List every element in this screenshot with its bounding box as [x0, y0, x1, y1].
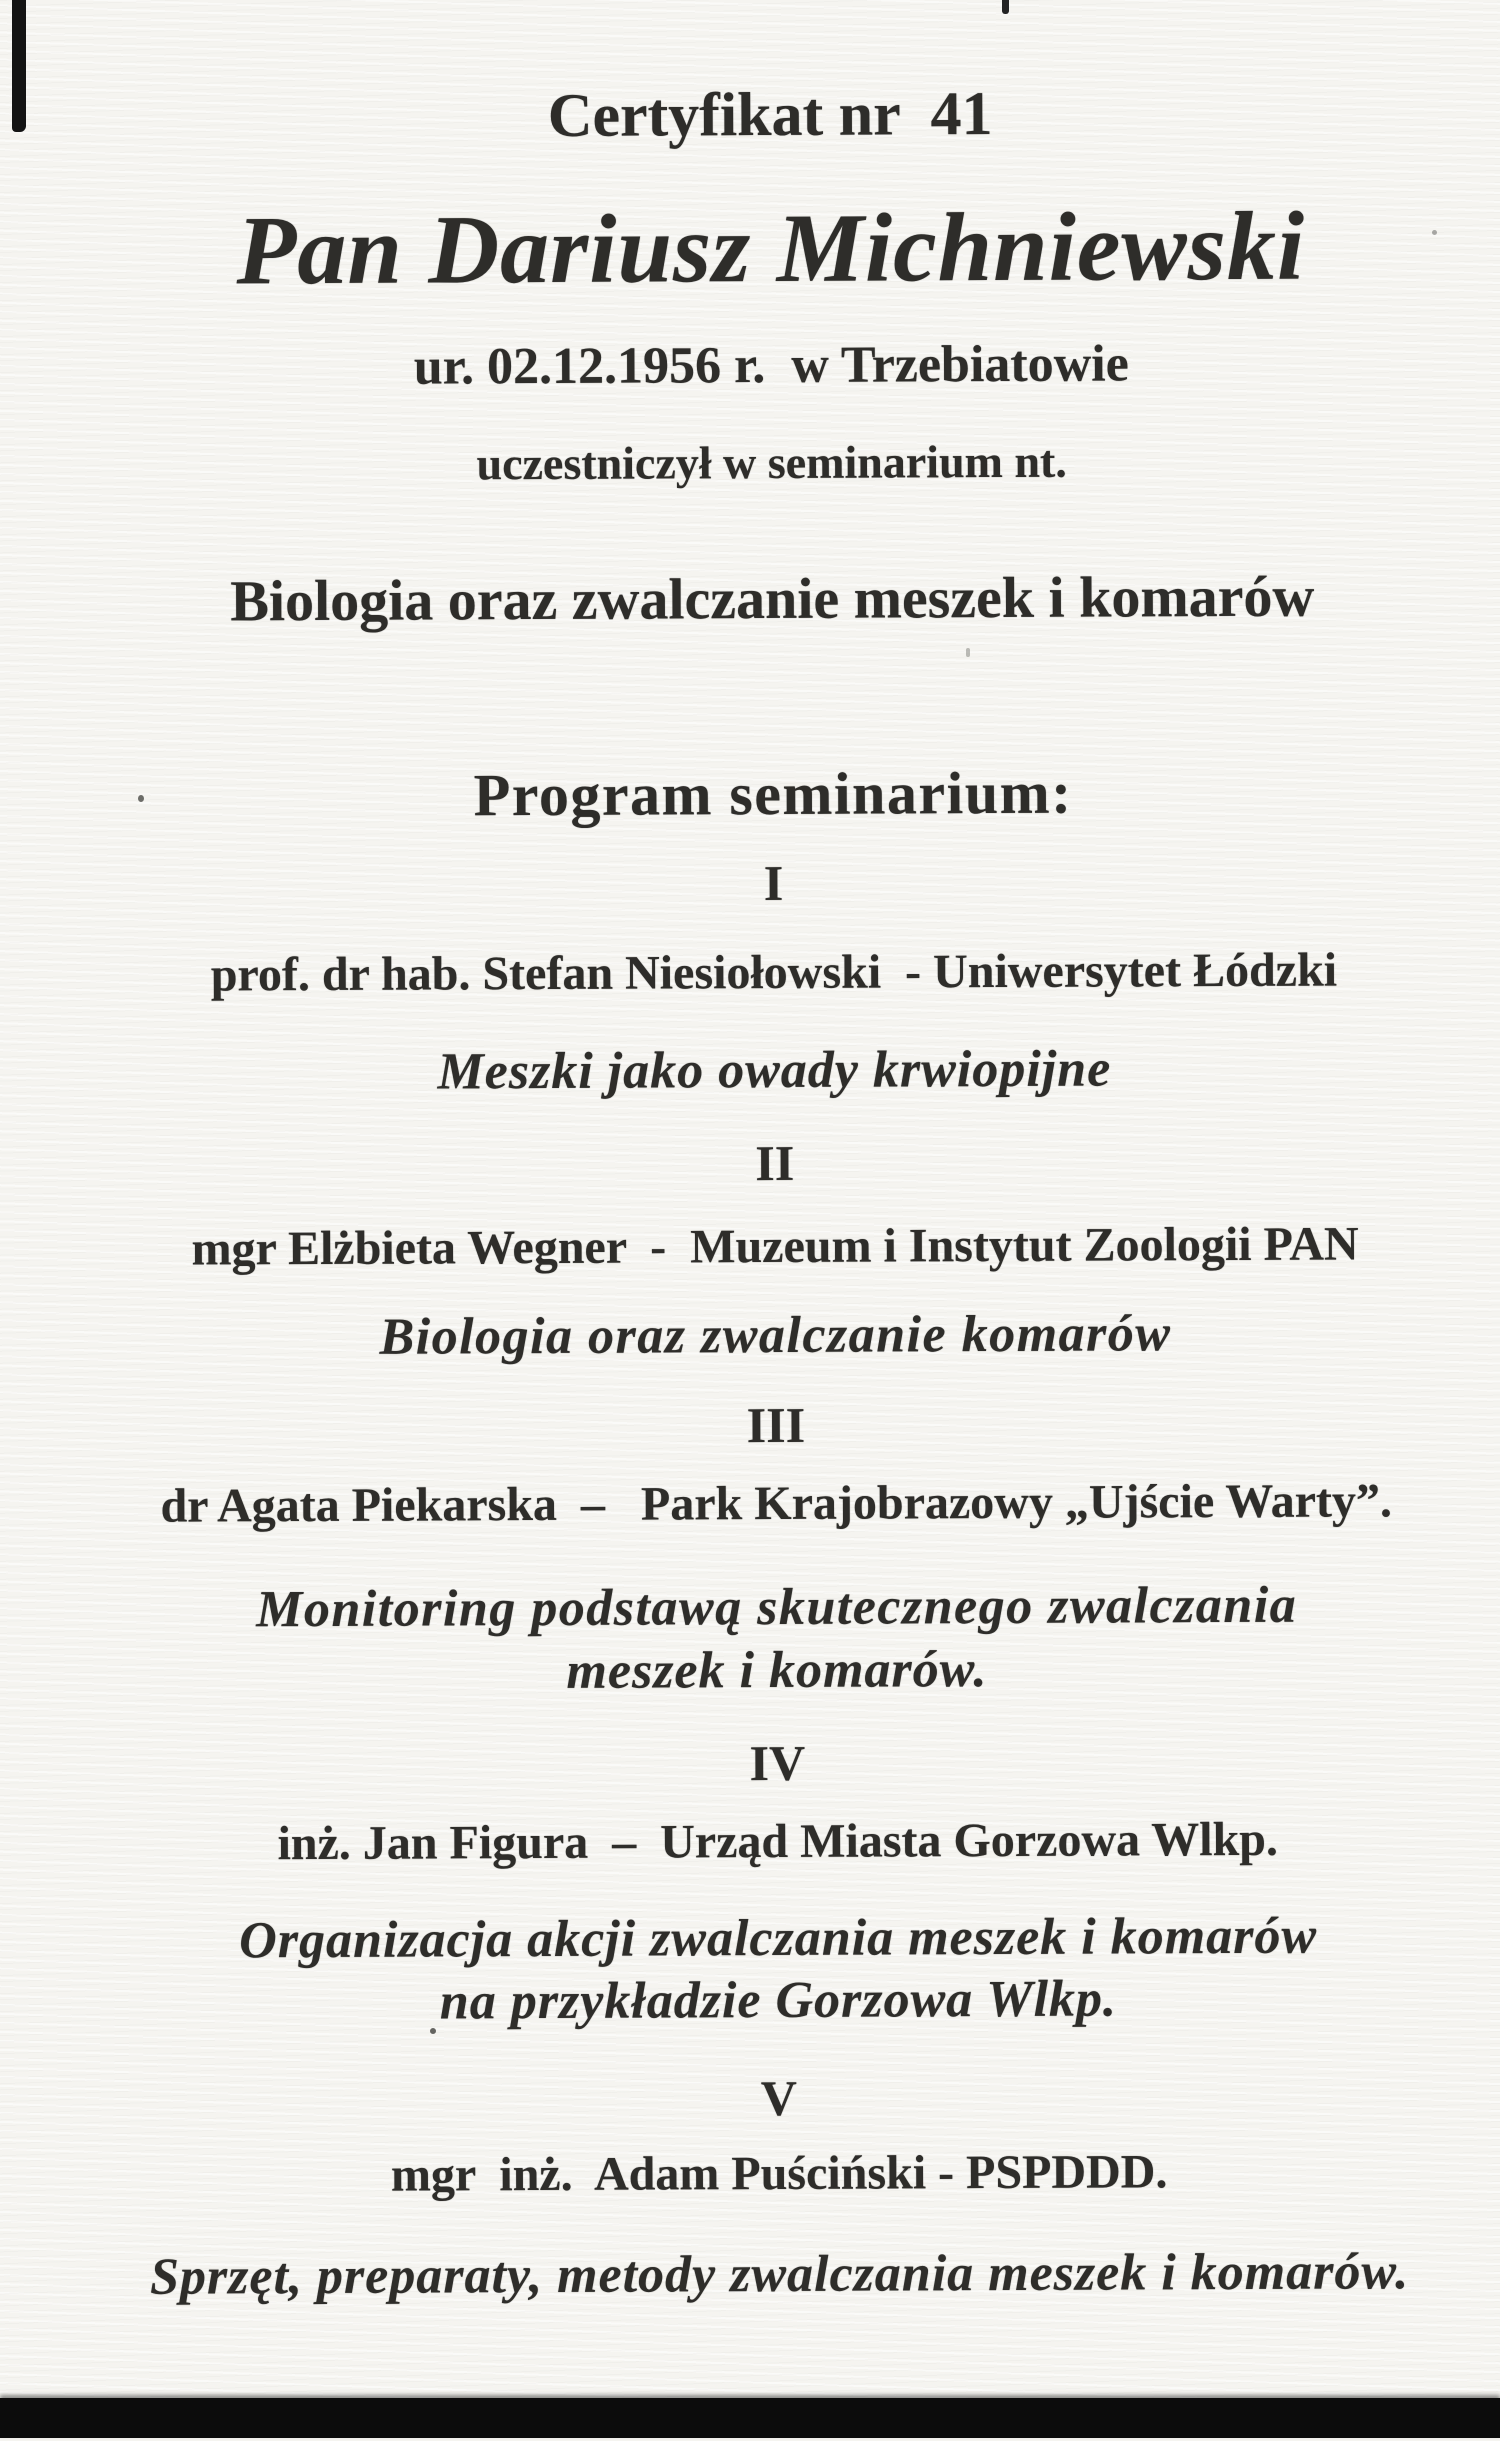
- program-item-1-numeral: I: [763, 854, 784, 912]
- program-item-3-topic-line-2: meszek i komarów.: [566, 1641, 988, 1700]
- program-heading: Program seminarium:: [473, 759, 1073, 829]
- program-item-2-numeral: II: [755, 1134, 795, 1192]
- program-item-4-topic-line-1: Organizacja akcji zwalczania meszek i komarów: [239, 1907, 1318, 1970]
- program-item-1-speaker: prof. dr hab. Stefan Niesiołowski - Uniwersytet Łódzki: [210, 943, 1338, 1002]
- program-item-1-topic: Meszki jako owady krwiopijne: [437, 1040, 1112, 1101]
- certificate-content: [45, 0, 1500, 2441]
- scan-edge-strip: [12, 0, 26, 132]
- seminar-title: Biologia oraz zwalczanie meszek i komarów: [230, 563, 1315, 634]
- certificate-number-heading: Certyfikat nr 41: [547, 80, 993, 150]
- program-item-4-topic-line-2: na przykładzie Gorzowa Wlkp.: [439, 1970, 1118, 2031]
- program-item-4-numeral: IV: [749, 1734, 806, 1792]
- program-item-2-speaker: mgr Elżbieta Wegner - Muzeum i Instytut Zoologii PAN: [191, 1217, 1359, 1276]
- birth-line: ur. 02.12.1956 r. w Trzebiatowie: [413, 335, 1129, 396]
- program-item-2-topic: Biologia oraz zwalczanie komarów: [379, 1305, 1172, 1366]
- participation-line: uczestniczył w seminarium nt.: [476, 435, 1067, 490]
- scan-bottom-bar: [0, 2398, 1500, 2438]
- program-item-3-topic-line-1: Monitoring podstawą skutecznego zwalczania: [256, 1576, 1298, 1639]
- program-item-5-speaker: mgr inż. Adam Puściński - PSPDDD.: [390, 2145, 1168, 2202]
- program-item-5-numeral: V: [760, 2069, 798, 2127]
- program-item-5-topic: Sprzęt, preparaty, metody zwalczania meszek i komarów.: [149, 2243, 1410, 2306]
- recipient-name: Pan Dariusz Michniewski: [236, 192, 1306, 306]
- program-item-4-speaker: inż. Jan Figura – Urząd Miasta Gorzowa Wlkp.: [277, 1812, 1279, 1871]
- program-item-3-speaker: dr Agata Piekarska – Park Krajobrazowy „Ujście Warty”.: [160, 1474, 1393, 1533]
- program-item-3-numeral: III: [746, 1396, 806, 1454]
